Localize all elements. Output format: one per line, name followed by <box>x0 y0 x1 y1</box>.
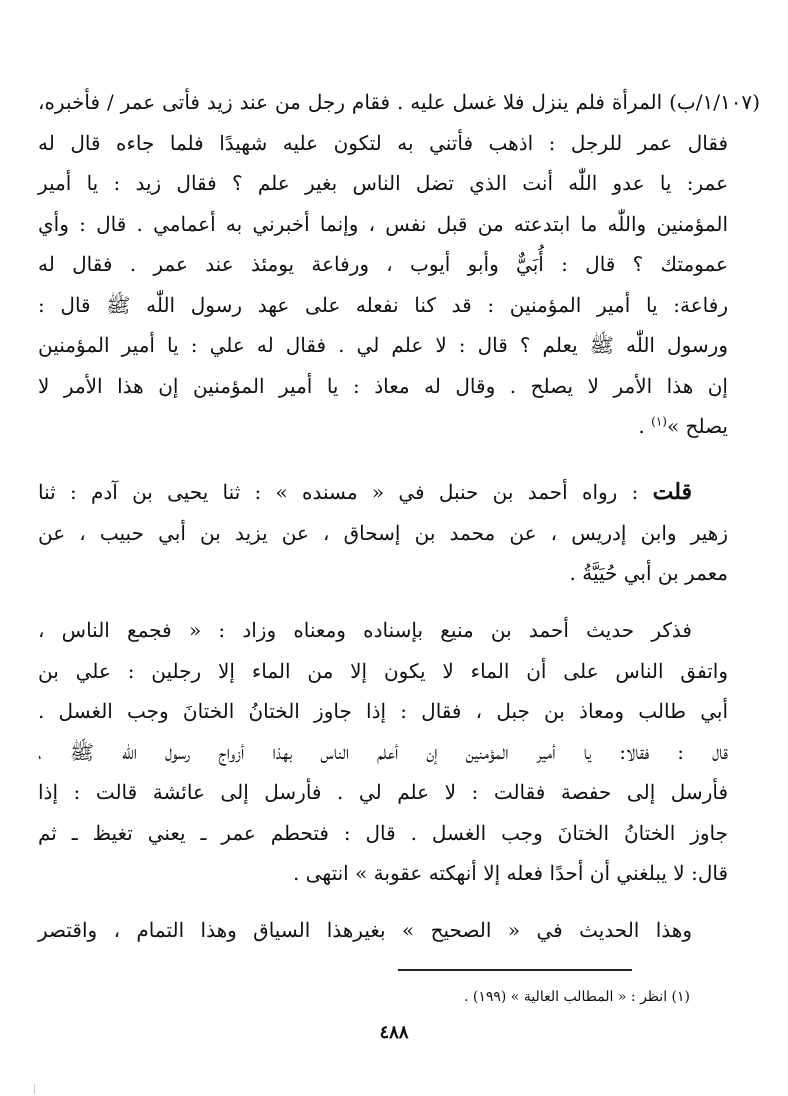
text-line: عمر: يا عدو اللّٰه أنت الذي تضل الناس بغير علم ؟ فقال زيد : يا أمير <box>38 171 728 195</box>
lead-word: قلت <box>652 479 692 505</box>
text-line: زهير وابن إدريس ، عن محمد بن إسحاق ، عن يزيد بن أبي حبيب ، عن <box>38 520 728 545</box>
text-line: (١/١٠٧/ب) المرأة فلم ينزل فلا غسل عليه . فقام رجل من عند زيد فأتى عمر / فأخبره، <box>38 90 760 114</box>
text-fragment: يصلح » <box>666 414 728 438</box>
scan-mark <box>34 1084 35 1094</box>
text-line: رفاعة: يا أمير المؤمنين : قد كنا نفعله على عهد رسول اللّٰه ﷺ قال : <box>38 292 728 317</box>
text-line: إن هذا الأمر لا يصلح . وقال له معاذ : يا أمير المؤمنين إن هذا الأمر لا <box>38 373 728 398</box>
text-line <box>38 472 728 513</box>
footnote-divider <box>398 969 632 971</box>
text-fragment: : رواه أحمد بن حنبل في « مسنده » : ثنا يحيى بن آدم : ثنا <box>38 480 653 504</box>
text-line: واتفق الناس على أن الماء لا يكون إلا من الماء إلا رجلين : علي بن <box>38 658 728 683</box>
text-line: معمر بن أبي حُيَيَّةُ . <box>569 561 728 585</box>
text-line: فذكر حديث أحمد بن منيع بإسناده ومعناه وزاد : « فجمع الناس ، <box>38 618 692 642</box>
text-line: قال: لا يبلغني أن أحدًا فعله إلا أنهكته عقوبة » انتهى . <box>292 861 728 885</box>
text-line: فأرسل إلى حفصة فقالت : لا علم لي . فأرسل إلى عائشة قالت : إذا <box>38 780 728 804</box>
paragraph-3 <box>38 610 728 894</box>
text-line: فقال عمر للرجل : اذهب فأتني به لتكون عليه شهيدًا فلما جاءه قال له <box>38 130 728 155</box>
text-line: أبي طالب ومعاذ بن جبل ، فقال : إذا جاوز الختانُ الختانَ وجب الغسل . <box>38 699 728 723</box>
text-line: عمومتك ؟ قال : أُبَيٌّ وأبو أيوب ، ورفاعة يومئذ عند عمر . فقال له <box>38 252 728 276</box>
text-line <box>38 406 728 447</box>
paragraph-1 <box>38 82 760 447</box>
text-line: المؤمنين واللّٰه ما ابتدعته من قبل نفس ، وإنما أخبرني به أعمامي . قال : وأي <box>38 211 728 236</box>
text-line: وهذا الحديث في « الصحيح » بغيرهذا السياق وهذا التمام ، واقتصر <box>38 918 692 942</box>
footnote: (١) انظر : « المطالب العالية » (١٩٩) . <box>463 989 690 1005</box>
paragraph-4 <box>38 910 728 951</box>
text-line: قال : فقالا: يا أمير المؤمنين إن أعلم الناس بهذا أزواج رسول اللّٰه ﷺ ، <box>38 739 728 764</box>
footnote-ref: (١) <box>651 414 667 429</box>
page-number: ٤٨٨ <box>379 1022 409 1043</box>
text-line: جاوز الختانُ الختانَ وجب الغسل . قال : فتحطم عمر ـ يعني تغيظ ـ ثم <box>38 820 728 845</box>
text-fragment: . <box>638 414 652 438</box>
paragraph-2 <box>38 472 728 594</box>
text-line: ورسول اللّٰه ﷺ يعلم ؟ قال : لا علم لي . فقال له علي : يا أمير المؤمنين <box>38 333 728 357</box>
